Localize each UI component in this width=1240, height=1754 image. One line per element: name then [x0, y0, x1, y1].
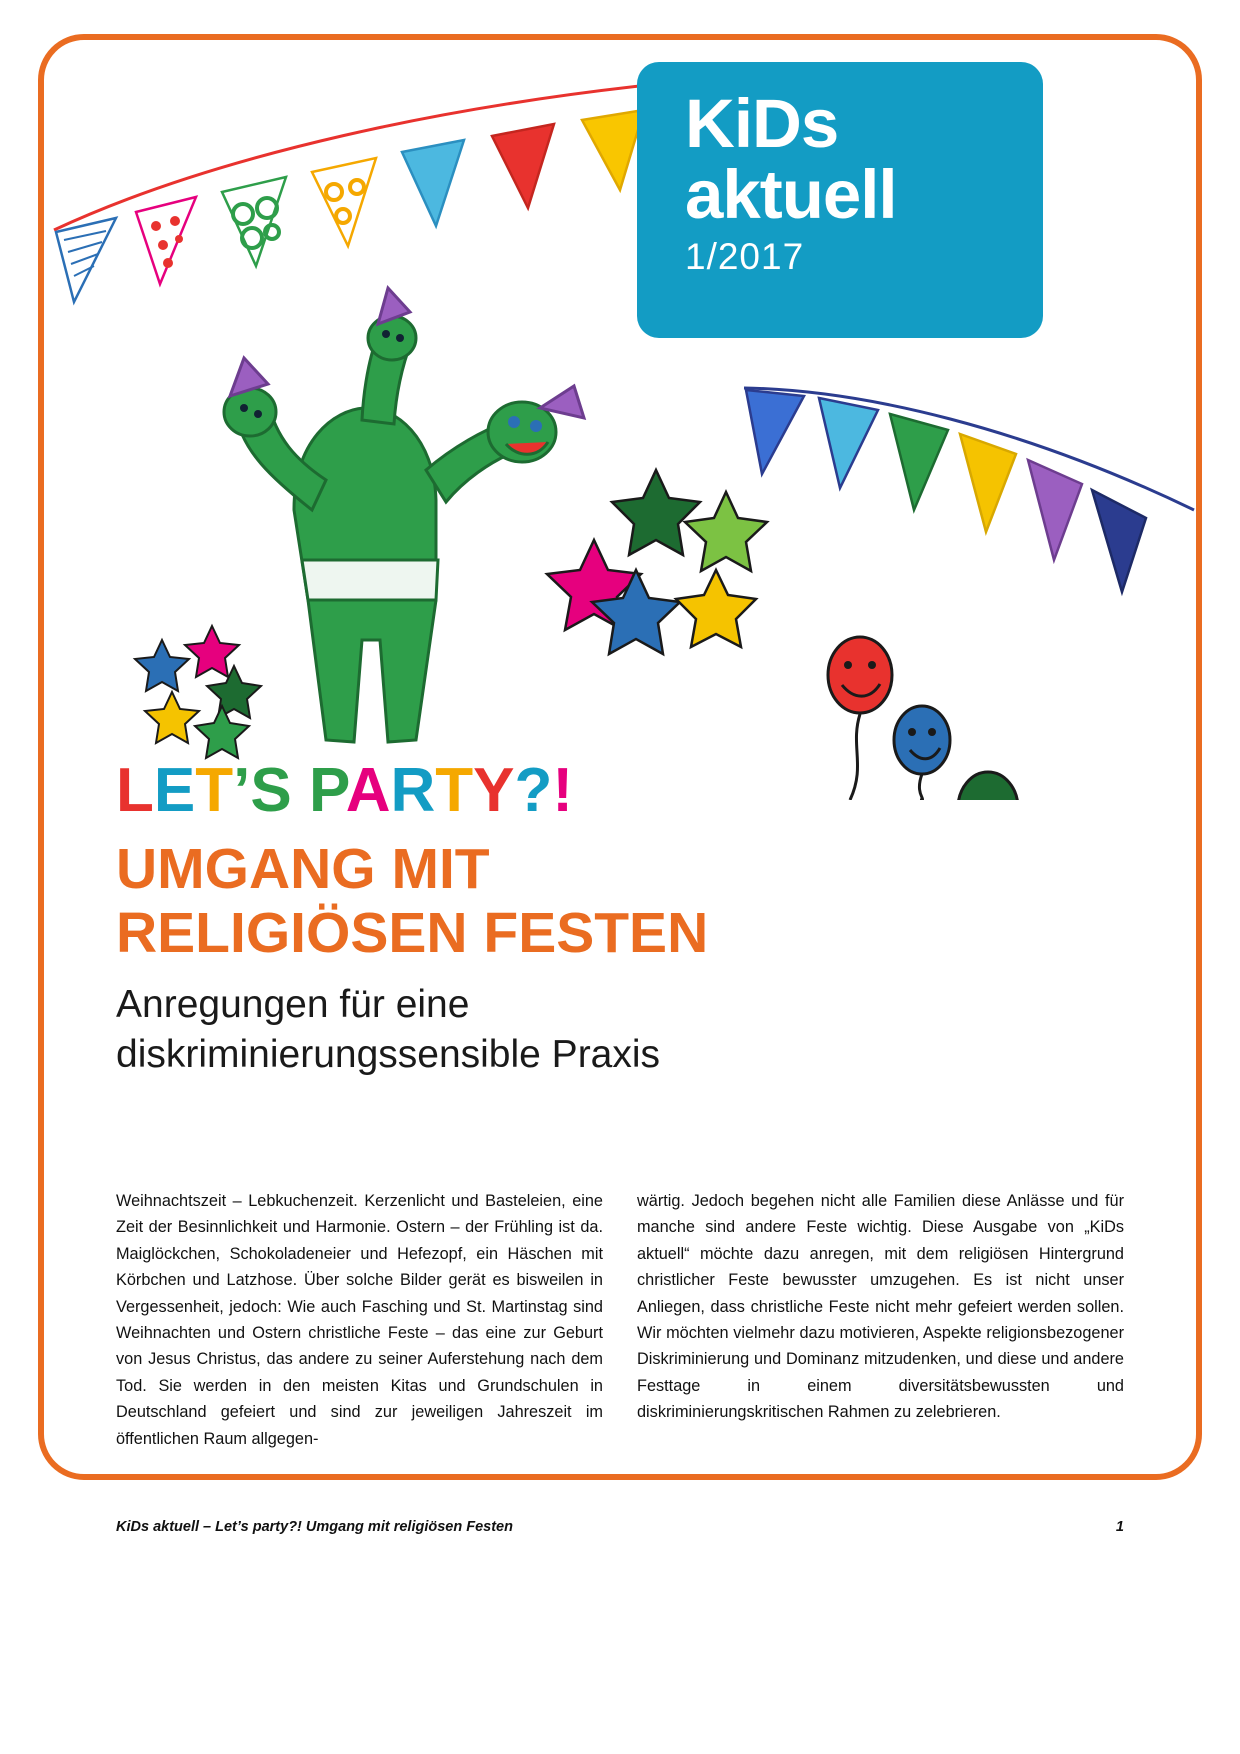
lets-party-headline — [116, 756, 1116, 825]
headline-letter-7: A — [345, 756, 391, 825]
headline-letter-2: T — [195, 756, 234, 825]
intro-text — [116, 1188, 1124, 1452]
subtitle-line2: diskriminierungssensible Praxis — [116, 1033, 661, 1077]
headline-letter-0: L — [116, 756, 154, 825]
headline-letter-4: S — [250, 756, 292, 825]
intro-column-right — [637, 1188, 1124, 1452]
magazine-title-line2: aktuell — [685, 156, 897, 234]
intro-paragraph-right: wärtig. Jedoch begehen nicht alle Familien diese Anlässe und für manche sind andere Feste wichtig. Diese Ausgabe von „KiDs aktuell“ möchte dazu anregen, mit dem religiösen Hintergrund christlicher Feste bewusster umzugehen. Es ist nicht unser Anliegen, dass christliche Feste nicht mehr gefeiert werden sollen. Wir möchten vielmehr dazu motivieren, Aspekte religionsbezogener Diskriminierung und Dominanz mitzudenken, und diese und andere Festtage in einem diversitätsbewussten und diskriminierungskritischen Rahmen zu zelebrieren. — [637, 1192, 1124, 1422]
main-headline — [116, 838, 1116, 966]
headline-letter-11: ? — [514, 756, 553, 825]
footer-page-number: 1 — [1115, 1519, 1124, 1535]
main-headline-line2: RELIGIÖSEN FESTEN — [116, 900, 709, 965]
headline-letter-12: ! — [552, 756, 574, 825]
headline-letter-3: ’ — [233, 756, 251, 825]
headline-letter-8: R — [390, 756, 436, 825]
headline-block — [116, 756, 1116, 1081]
intro-paragraph-left: Weihnachtszeit – Lebkuchenzeit. Kerzenlicht und Basteleien, eine Zeit der Besinnlichkeit und Harmonie. Ostern – der Frühling ist da. Maiglöckchen, Schokoladeneier und Hefezopf, ein Häschen mit Körbchen und Latzhose. Über solche Bilder gerät es bisweilen in Vergessenheit, jedoch: Wie auch Fasching und St. Martinstag sind Weihnachten und Ostern christliche Feste – das eine zur Geburt von Jesus Christus, das andere zu seiner Auferstehung nach dem Tod. Sie werden in den meisten Kitas und Grundschulen in Deutschland gefeiert und sind zur jeweiligen Jahreszeit im öffentlichen Raum allgegen- — [116, 1192, 603, 1448]
intro-column-left — [116, 1188, 603, 1452]
masthead-box — [637, 62, 1043, 338]
subtitle-line1: Anregungen für eine — [116, 982, 470, 1026]
footer-running-title: KiDs aktuell – Let’s party?! Umgang mit religiösen Festen — [116, 1519, 513, 1535]
headline-letter-5 — [292, 756, 309, 825]
headline-letter-6: P — [308, 756, 346, 825]
headline-letter-10: Y — [473, 756, 515, 825]
headline-letter-9: T — [435, 756, 474, 825]
page-footer — [116, 1519, 1124, 1535]
magazine-title-line1: KiDs — [685, 85, 839, 162]
main-headline-line1: UMGANG MIT — [116, 837, 490, 901]
issue-number: 1/2017 — [685, 236, 805, 278]
magazine-title — [685, 85, 1009, 234]
headline-letter-1: E — [153, 756, 196, 825]
subtitle — [116, 980, 1116, 1081]
